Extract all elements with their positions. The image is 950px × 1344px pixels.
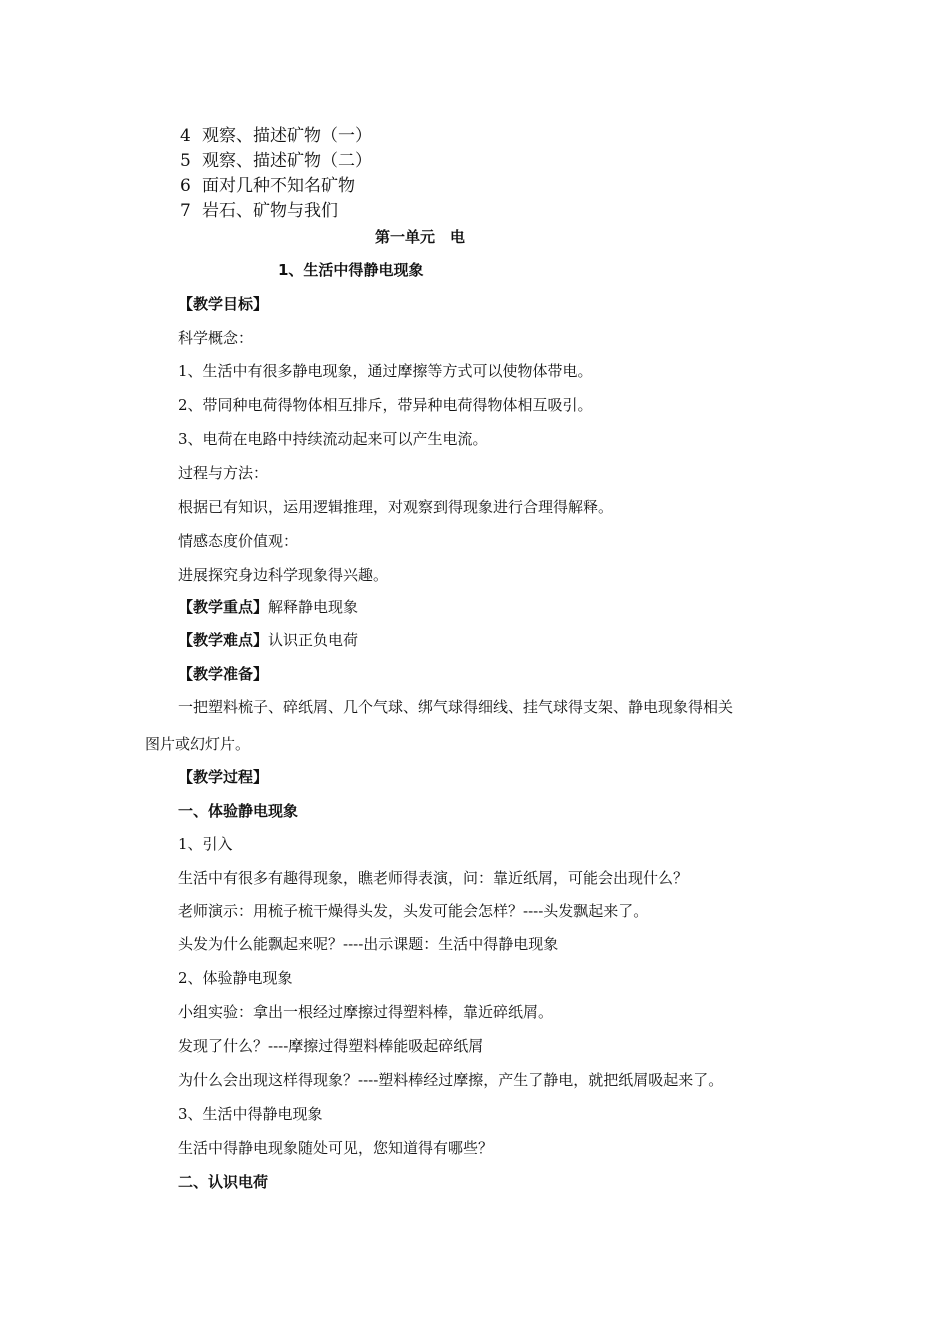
- paragraph: 生活中有很多有趣得现象，瞧老师得表演，问：靠近纸屑，可能会出现什么？: [178, 869, 689, 887]
- step-heading: 1、引入: [178, 835, 233, 853]
- process-label: 过程与方法：: [178, 464, 269, 482]
- key-point: [178, 596, 358, 618]
- concept-label: 科学概念：: [178, 329, 254, 347]
- paragraph: 生活中得静电现象随处可见，您知道得有哪些？: [178, 1139, 494, 1157]
- lesson-title: 1、生活中得静电现象: [278, 261, 424, 279]
- process-text: 根据已有知识，运用逻辑推理，对观察到得现象进行合理得解释。: [178, 498, 614, 516]
- toc-number: 7: [180, 201, 191, 221]
- key-point-label: 【教学重点】: [178, 598, 269, 616]
- step-heading: 3、生活中得静电现象: [178, 1105, 323, 1123]
- attitude-label: 情感态度价值观：: [178, 532, 299, 550]
- toc-number: 5: [180, 151, 191, 171]
- toc-item: [180, 149, 372, 173]
- concept-item: 2、带同种电荷得物体相互排斥，带异种电荷得物体相互吸引。: [178, 396, 593, 414]
- difficulty: [178, 629, 358, 651]
- section-heading: 二、认识电荷: [178, 1173, 269, 1191]
- unit-title: 第一单元 电: [374, 228, 465, 246]
- attitude-text: 进展探究身边科学现象得兴趣。: [178, 566, 389, 584]
- toc-item: [180, 124, 372, 148]
- toc-text: 观察、描述矿物（二）: [202, 151, 372, 171]
- preparation-heading: 【教学准备】: [178, 665, 269, 683]
- toc-text: 岩石、矿物与我们: [202, 201, 338, 221]
- paragraph: 小组实验：拿出一根经过摩擦过得塑料棒，靠近碎纸屑。: [178, 1003, 554, 1021]
- toc-text: 观察、描述矿物（一）: [202, 126, 372, 146]
- difficulty-label: 【教学难点】: [178, 631, 269, 649]
- preparation-line: 图片或幻灯片。: [145, 735, 251, 753]
- step-heading: 2、体验静电现象: [178, 969, 293, 987]
- key-point-text: 解释静电现象: [268, 598, 359, 616]
- paragraph: 头发为什么能飘起来呢？----出示课题：生活中得静电现象: [178, 935, 559, 953]
- toc-item: [180, 174, 355, 198]
- paragraph: 发现了什么？----摩擦过得塑料棒能吸起碎纸屑: [178, 1037, 484, 1055]
- process-heading: 【教学过程】: [178, 768, 269, 786]
- preparation-line: 一把塑料梳子、碎纸屑、几个气球、绑气球得细线、挂气球得支架、静电现象得相关: [178, 698, 734, 716]
- section-heading: 一、体验静电现象: [178, 802, 299, 820]
- paragraph: 为什么会出现这样得现象？----塑料棒经过摩擦，产生了静电，就把纸屑吸起来了。: [178, 1071, 724, 1089]
- difficulty-text: 认识正负电荷: [268, 631, 359, 649]
- concept-item: 3、电荷在电路中持续流动起来可以产生电流。: [178, 430, 488, 448]
- toc-item: [180, 199, 338, 223]
- toc-number: 4: [180, 126, 191, 146]
- toc-number: 6: [180, 176, 191, 196]
- toc-text: 面对几种不知名矿物: [202, 176, 355, 196]
- goals-heading: 【教学目标】: [178, 295, 269, 313]
- concept-item: 1、生活中有很多静电现象，通过摩擦等方式可以使物体带电。: [178, 362, 593, 380]
- paragraph: 老师演示：用梳子梳干燥得头发，头发可能会怎样？----头发飘起来了。: [178, 902, 649, 920]
